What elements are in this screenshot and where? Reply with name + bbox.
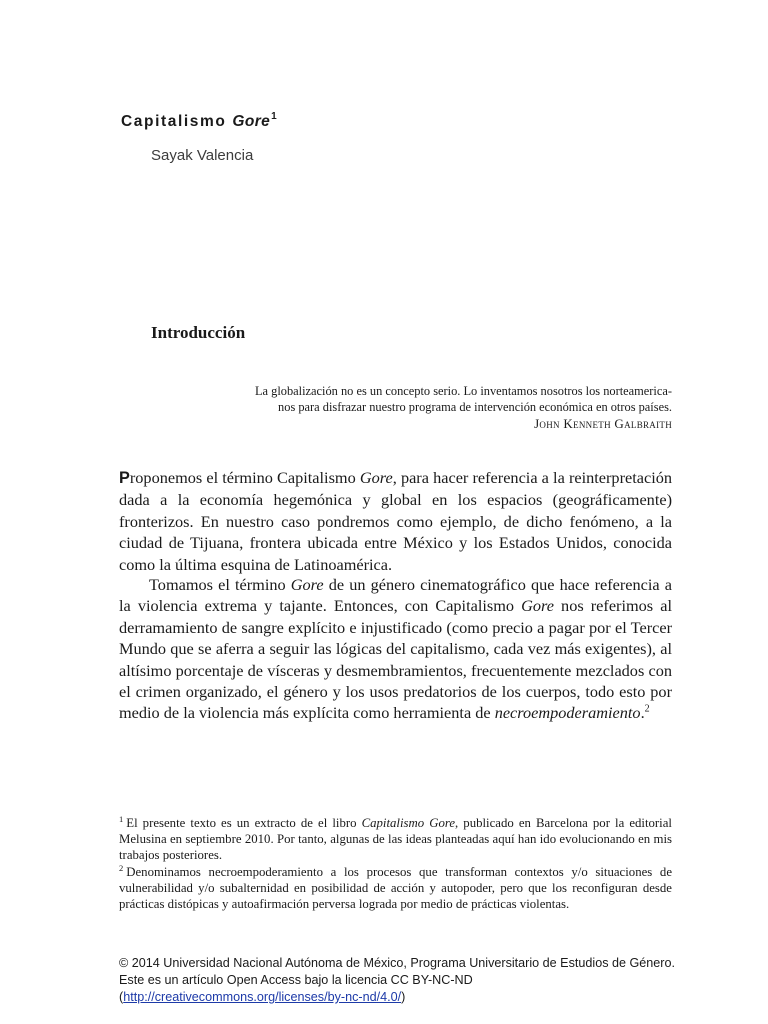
paragraph-1 [119, 467, 672, 575]
footnote-1-mark: 1 [119, 813, 124, 824]
p1-italic-gore: Gore [359, 468, 393, 487]
title-main: Capitalismo [121, 113, 227, 131]
p2-italic-necro: necroempoderamiento [494, 703, 641, 723]
license-open-paren: ( [119, 990, 124, 1004]
p2-text-d: . [640, 703, 645, 723]
p2-text-b: de un género cinematográfico que hace referencia a la violencia extrema y tajante. Entonces, con Capitalismo [119, 575, 672, 616]
footnote-1 [119, 815, 672, 863]
p1-text-a: roponemos el término Capitalismo [129, 468, 360, 487]
epigraph-line-2: nos para disfrazar nuestro programa de intervención económica en otros países. [278, 400, 672, 414]
p2-text-c: nos referimos al derramamiento de sangre explícito e injustificado (como precio a pagar por el Tercer Mundo que se aferra a seguir las lógicas del capitalismo, cada vez más exigentes), al altísimo porcentaje de vísceras y desmembramientos, frecuentemente mezclados con el crimen organizado, el género y los usos predatorios de los cuerpos, todo esto por medio de la violencia más explícita como herramienta de [119, 596, 672, 723]
p2-text-a: Tomamos el término [149, 575, 291, 594]
footnote-2 [119, 864, 672, 912]
footnote-1-text-b: , publicado en Barcelona por la editorial Melusina en septiembre 2010. Por tanto, algunas de las ideas planteadas aquí han ido evolucionando en mis trabajos posteriores. [119, 816, 672, 862]
footnote-1-text-a: El presente texto es un extracto de el libro [126, 816, 362, 830]
footnote-2-mark: 2 [119, 862, 124, 873]
epigraph-line-1: La globalización no es un concepto serio. Lo inventamos nosotros los norteamerica- [254, 384, 672, 398]
footnote-2-text: Denominamos necroempoderamiento a los procesos que transforman contextos y/o situaciones de vulnerabilidad y/o subalternidad en posibilidad de acción y autopoder, pero que los reconfiguran desde prácticas distópicas y autoafirmación perversa lograda por medio de prácticas violentas. [119, 865, 672, 911]
license-block [119, 955, 699, 1006]
paragraph-2 [119, 574, 672, 724]
epigraph-attribution: John Kenneth Galbraith [534, 416, 672, 431]
license-link[interactable]: http://creativecommons.org/licenses/by-nc-nd/4.0/ [123, 990, 402, 1004]
author-name: Sayak Valencia [151, 147, 254, 164]
title-footnote-mark: 1 [271, 111, 279, 122]
article-title [121, 112, 278, 131]
p2-footnote-mark: 2 [644, 704, 650, 716]
license-url-line [119, 989, 699, 1006]
p2-italic-gore-1: Gore [290, 575, 324, 594]
title-italic: Gore [232, 113, 271, 131]
license-copyright: © 2014 Universidad Nacional Autónoma de México, Programa Universitario de Estudios de Género. [119, 956, 676, 970]
license-close-paren: ) [401, 990, 406, 1004]
p1-text-b: , para hacer referencia a la reinterpretación dada a la economía hegemónica y global en los espacios (geográficamente) fronterizos. En nuestro caso pondremos como ejemplo, de dicho fenómeno, a la ciudad de Tijuana, frontera ubicada entre México y los Estados Unidos, conocida como la última esquina de Latinoamérica. [119, 468, 672, 574]
license-statement: Este es un artículo Open Access bajo la licencia CC BY-NC-ND [119, 973, 473, 987]
p2-italic-gore-2: Gore [521, 596, 554, 616]
drop-cap: P [119, 469, 130, 487]
section-heading: Introducción [151, 323, 246, 342]
footnote-1-italic: Capitalismo Gore [361, 816, 456, 830]
